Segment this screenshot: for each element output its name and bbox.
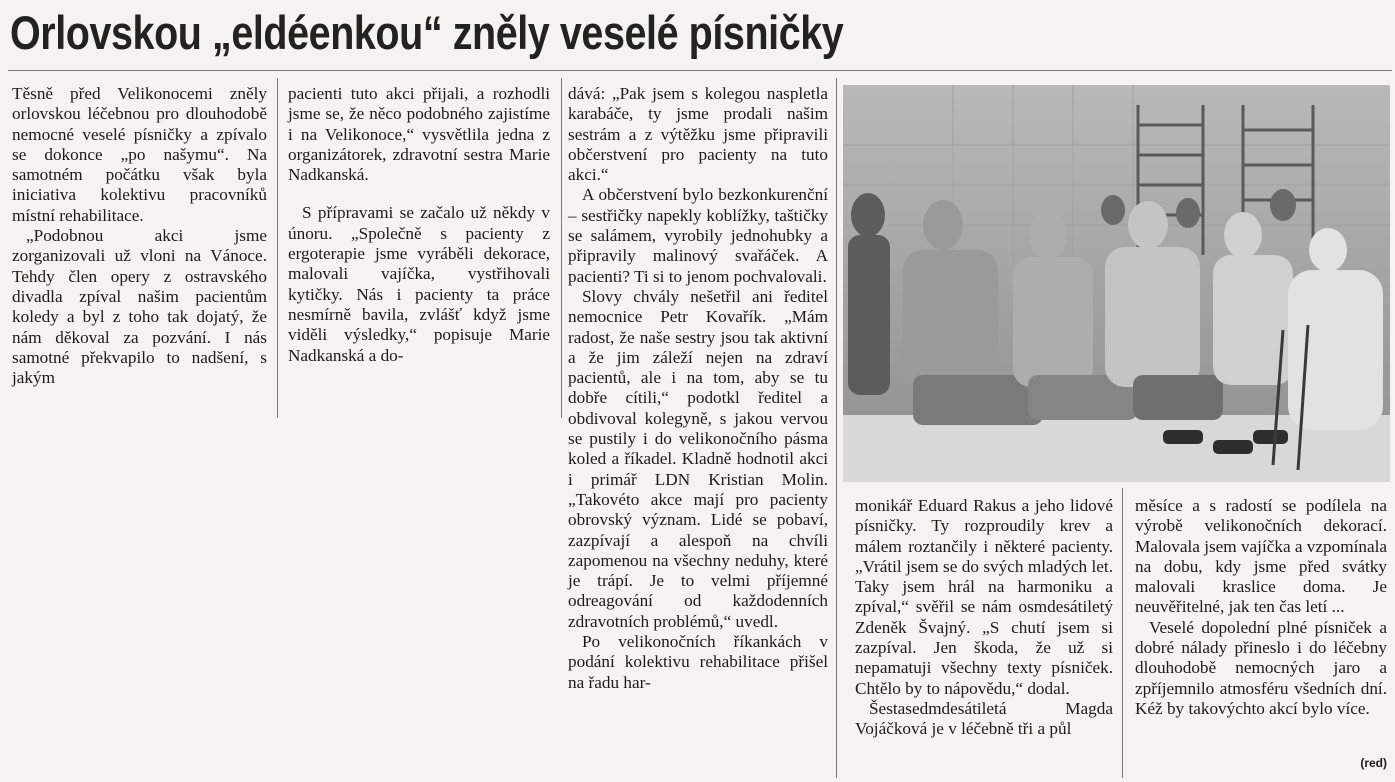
article-column-4 [855,496,1113,740]
paragraph: A občerstvení bylo bezkonkurenční – sestřičky napekly koblížky, taštičky se salámem, vyrobily jednohubky a připravily malinový svařáček. A pacienti? Ti si to jenom pochvalovali. [568,185,828,286]
paragraph: měsíce a s radostí se podílela na výrobě velikonočních dekorací. Malovala jsem vajíčka a vzpomínala na dobu, kdy jsme před svátky malovali kraslice doma. Je neuvěřitelné, jak ten čas letí ... [1135,496,1387,617]
paragraph: Slovy chvály nešetřil ani ředitel nemocnice Petr Kovařík. „Mám radost, že naše sestry jsou tak aktivní a že jim záleží nejen na zdraví pacientů, ale i na tom, aby se tu dobře cítili,“ podotkl ředitel a obdivoval kolegyně, s jakou vervou se pustily i do velikonočního pásma koled a říkadel. Kladně hodnotil akci i primář LDN Kristian Molin. „Takovéto akce mají pro pacienty obrovský význam. Lidé se pobaví, zazpívají a alespoň na chvíli zapomenou na všechny neduhy, které je trápí. Je to velmi příjemné odreagování od každodenních zdravotních problémů,“ uvedl. [568,286,828,631]
paragraph: Po velikonočních říkankách v podání kolektivu rehabilitace přišel na řadu har- [568,632,828,692]
article-column-1 [12,84,267,388]
paragraph: dává: „Pak jsem s kolegou naspletla karabáče, ty jsme prodali našim sestrám a z výtěžku jsme připravili občerstvení pro pacienty na tuto akci.“ [568,84,828,185]
headline: Orlovskou „eldéenkou“ zněly veselé písničky [10,6,844,59]
author-credit: (red) [1360,756,1387,770]
column-rule [277,78,278,418]
paragraph: Veselé dopolední plné písniček a dobré nálady přineslo i do léčebny dlouhodobě nemocných jaro a zpříjemnilo atmosféru všedních dní. Kéž by takovýchto akcí bylo více. [1135,617,1387,718]
column-rule [561,78,562,418]
column-rule [836,78,837,778]
photo-patients-sitting [843,85,1390,482]
paragraph: Těsně před Velikonocemi zněly orlovskou léčebnou pro dlouhodobě nemocné veselé písničky a zpívalo se dokonce „po našymu“. Na samotném počátku však byla iniciativa kolektivu pracovníků místní rehabilitace. [12,84,267,225]
article-photo [843,85,1390,482]
headline-rule [8,70,1392,71]
paragraph: pacienti tuto akci přijali, a rozhodli jsme se, že něco podobného zajistíme i na Velikonoce,“ vysvětlila jedna z organizátorek, zdravotní sestra Marie Nadkanská. [288,84,550,185]
paragraph: Šestasedmdesátiletá Magda Vojáčková je v léčebně tři a půl [855,698,1113,739]
paragraph: monikář Eduard Rakus a jeho lidové písničky. Ty rozproudily krev a málem roztančily i některé pacienty. „Vrátil jsem se do svých mladých let. Taky jsem hrál na harmoniku a zpíval,“ svěřil se nám osmdesátiletý Zdeněk Švajný. „S chutí jsem si zazpíval. Jen škoda, že už si nepamatuji všechny texty písniček. Chtělo by to nápovědu,“ dodal. [855,496,1113,698]
paragraph: „Podobnou akci jsme zorganizovali už vloni na Vánoce. Tehdy člen opery z ostravského divadla zpíval našim pacientům koledy a byl z toho tak dojatý, že nám děkoval za pozvání. I nás samotné překvapilo to nadšení, s jakým [12,226,267,388]
article-column-3 [568,84,828,693]
paragraph: S přípravami se začalo už někdy v únoru. „Společně s pacienty z ergoterapie jsme vyráběli dekorace, malovali vajíčka, vystřihovali kytičky. Nás i pacienty ta práce nesmírně bavila, zvlášť když jsme viděli výsledky,“ popisuje Marie Nadkanská a do- [288,203,550,365]
column-rule [1122,488,1123,778]
article-column-2 [288,84,550,366]
article-column-5 [1135,496,1387,719]
